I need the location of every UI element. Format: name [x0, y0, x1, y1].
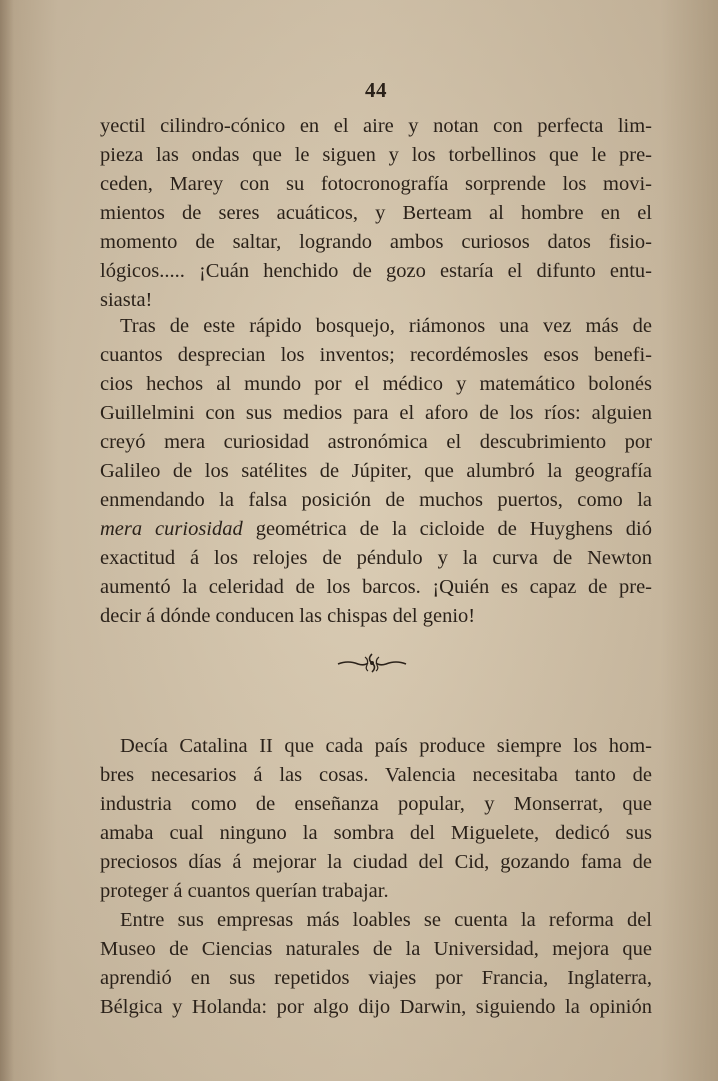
text-line: Entre sus empresas más loables se cuenta la reforma del: [120, 909, 652, 931]
text-line: Bélgica y Holanda: por algo dijo Darwin, siguiendo la opinión: [100, 996, 652, 1018]
text-line: mientos de seres acuáticos, y Berteam al hombre en el: [100, 202, 652, 224]
text-line: Galileo de los satélites de Júpiter, que alumbró la geografía: [100, 460, 652, 482]
text-line: Museo de Ciencias naturales de la Universidad, mejora que: [100, 938, 652, 960]
text-line: momento de saltar, logrando ambos curiosos datos fisio-: [100, 231, 652, 253]
text-line: siasta!: [100, 289, 153, 311]
text-line: ceden, Marey con su fotocronografía sorprende los movi-: [100, 173, 652, 195]
text-line: decir á dónde conducen las chispas del genio!: [100, 605, 476, 627]
text-line: [100, 516, 652, 542]
text-line: cios hechos al mundo por el médico y matemático bolonés: [100, 373, 652, 395]
text-line: industria como de enseñanza popular, y Monserrat, que: [100, 793, 652, 815]
text-line: proteger á cuantos querían trabajar.: [100, 880, 389, 902]
text-line: cuantos desprecian los inventos; recordémosles esos benefi-: [100, 344, 652, 366]
text-line: Tras de este rápido bosquejo, riámonos una vez más de: [120, 315, 652, 337]
text-line: exactitud á los relojes de péndulo y la curva de Newton: [100, 547, 652, 569]
text-line: creyó mera curiosidad astronómica el descubrimiento por: [100, 431, 652, 453]
text-line: lógicos..... ¡Cuán henchido de gozo estaría el difunto entu-: [100, 260, 652, 282]
text-line: pieza las ondas que le siguen y los torbellinos que le pre-: [100, 144, 652, 166]
text-line: Decía Catalina II que cada país produce siempre los hom-: [120, 735, 652, 757]
text-line: amaba cual ninguno la sombra del Miguelete, dedicó sus: [100, 822, 652, 844]
page-number: 44: [365, 78, 387, 102]
decorative-ornament: [336, 651, 408, 675]
page-gutter-shadow: [0, 0, 14, 1081]
italic-phrase: mera curiosidad: [100, 518, 243, 540]
text-segment: geométrica de la cicloide de Huyghens dió: [242, 518, 652, 540]
text-line: aumentó la celeridad de los barcos. ¡Quién es capaz de pre-: [100, 576, 652, 598]
text-line: bres necesarios á las cosas. Valencia necesitaba tanto de: [100, 764, 652, 786]
text-line: preciosos días á mejorar la ciudad del Cid, gozando fama de: [100, 851, 652, 873]
text-line: Guillelmini con sus medios para el aforo de los ríos: alguien: [100, 402, 652, 424]
text-line: yectil cilindro-cónico en el aire y notan con perfecta lim-: [100, 115, 652, 137]
text-line: enmendando la falsa posición de muchos puertos, como la: [100, 489, 652, 511]
text-line: aprendió en sus repetidos viajes por Francia, Inglaterra,: [100, 967, 652, 989]
